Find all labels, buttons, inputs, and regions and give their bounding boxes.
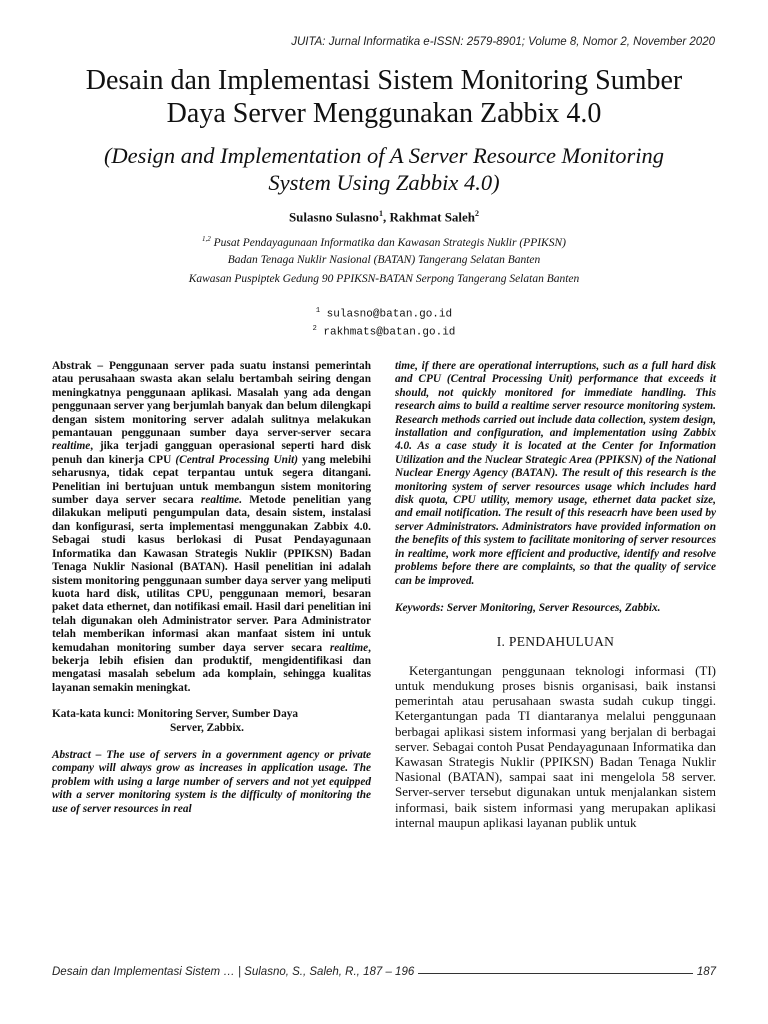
abstract-english-left: Abstract – The use of servers in a government agency or private company will always grow as increases in application usage. The problem with using a large number of servers and not yet equipped with a server monitoring system is the difficulty of monitoring the use of server resources in real [52, 748, 371, 815]
left-column [52, 360, 371, 816]
email-1 [0, 307, 768, 321]
journal-header: JUITA: Jurnal Informatika e-ISSN: 2579-8901; Volume 8, Nomor 2, November 2020 [291, 36, 715, 48]
pendahuluan-paragraph: Ketergantungan penggunaan teknologi informasi (TI) untuk mendukung proses bisnis organisasi, baik instansi pemerintah atau perusahaan swasta sudah cukup tinggi. Ketergantungan pada TI diantaranya melalui penggunaan berbagai aplikasi sistem informasi yang berjalan di berbagai server. Sebagai contoh Pusat Pendayagunaan Informatika dan Kawasan Strategis Nuklir (PPIKSN) Badan Tenaga Nuklir Nasional (BATAN), sampai saat ini mengelola 58 server. Server-server tersebut digunakan untuk menjalankan sistem informasi, baik sistem informasi yang merupakan aplikasi internal maupun aplikasi layanan publik untuk [395, 662, 716, 830]
kata-kunci-line-1: Kata-kata kunci: Monitoring Server, Sumber Daya [52, 708, 299, 721]
footer-citation: Desain dan Implementasi Sistem … | Sulasno, S., Saleh, R., 187 – 196 [52, 966, 415, 978]
keywords: Keywords: Server Monitoring, Server Resources, Zabbix. [395, 601, 661, 614]
email-1-address: sulasno@batan.go.id [320, 308, 453, 321]
affiliation-line-3: Kawasan Puspiptek Gedung 90 PPIKSN-BATAN Serpong Tangerang Selatan Banten [188, 273, 580, 285]
abstrak-text-3: yang melebihi seharusnya, tidak cepat terpantau untuk segera ditangani. Penelitian ini bertujuan untuk membangun sistem monitoring sumber daya server secara [52, 453, 371, 507]
abstrak-italic-4: realtime [329, 641, 369, 654]
kata-kunci-line-2: Server, Zabbix. [170, 721, 244, 734]
affiliation-sup: 1,2 [202, 235, 211, 243]
abstrak-italic-2: (Central Processing Unit) [175, 453, 298, 466]
paper-subtitle [40, 142, 728, 196]
affiliation-text-1: Pusat Pendayagunaan Informatika dan Kawasan Strategis Nuklir (PPIKSN) [210, 236, 566, 249]
abstrak-italic-1: realtime [52, 440, 91, 453]
page-number: 187 [696, 966, 716, 978]
subtitle-line-1: (Design and Implementation of A Server Resource Monitoring [103, 143, 665, 168]
email-2 [0, 325, 768, 339]
subtitle-line-2: System Using Zabbix 4.0) [268, 170, 500, 195]
title-line-1: Desain dan Implementasi Sistem Monitoring Sumber [85, 65, 683, 96]
email-1-sup: 1 [315, 307, 321, 315]
author-list [0, 209, 768, 225]
page-footer [52, 966, 716, 978]
author-1: Sulasno Sulasno [288, 209, 379, 225]
footer-rule [418, 973, 693, 974]
author-2-sup: 2 [475, 209, 480, 218]
affiliation-line-1 [0, 235, 768, 249]
author-2: Rakhmat Saleh [389, 209, 476, 225]
abstract-english-right: time, if there are operational interruptions, such as a full hard disk and CPU (Central Processing Unit) performance that exceeds it should, not quickly monitored for immediate handling. This research aims to build a realtime server resource monitoring system. Research methods carried out include data collection, system design, installation and configuration, and implementation using Zabbix 4.0. As a case study it is located at the Center for Information Utilization and the Nuclear Strategic Area (PPIKSN) of the National Nuclear Energy Agency (BATAN). The result of this research is the monitoring system of server resources usage which includes hard disk quota, CPU utility, memory usage, ethernet data packet size, and email notification. The result of this reseacrh have been used by server Administrators. Administrators have provided information on the benefits of this system to facilitate monitoring of server resources in realtime, work more efficient and productive, identify and resolve problems before there are complaints, so that the quality of service can be improved. [395, 360, 716, 587]
abstrak-text-1: Abstrak – Penggunaan server pada suatu instansi pemerintah atau perusahaan swasta akan selalu bertambah seiring dengan meningkatnya penggunaan aplikasi. Masalah yang ada dengan penggunaan server yang berjumlah banyak dan belum dilengkapi dengan sistem monitoring server adalah sulitnya melakukan pemantauan penggunaan sumber daya server-server secara [52, 360, 371, 440]
abstrak-text-4: Metode penelitian yang dilakukan meliputi pengumpulan data, desain sistem, instalasi dan konfigurasi, serta implementasi menggunakan Zabbix 4.0. Sebagai studi kasus berlokasi di Pusat Pendayagunaan Informatika dan Kawasan Strategis Nuklir (PPIKSN) Badan Tenaga Nuklir Nasional (BATAN). Hasil penelitian ini adalah sistem monitoring penggunaan sumber daya server yang meliputi kuota hard disk, utilitas CPU, penggunaan memori, besaran paket data ethernet, dan notifikasi email. Hasil dari penelitian ini telah digunakan oleh Administrator server. Para Administrator telah memberikan informasi akan manfaat sistem ini untuk kemudahan monitoring sumber daya server secara [52, 494, 371, 654]
email-2-address: rakhmats@batan.go.id [316, 326, 456, 339]
section-heading-pendahuluan: I. PENDAHULUAN [496, 634, 615, 650]
paper-title [40, 64, 728, 130]
abstrak-text-2: , jika terjadi gangguan operasional seperti hard disk penuh dan kinerja CPU [52, 440, 371, 466]
abstrak-paragraph [52, 360, 371, 695]
abstrak-text-5: , bekerja lebih efisien dan produktif, mengidentifikasi dan mengatasi masalah sebelum ada komplain, sehingga kualitas layanan semakin meningkat. [52, 641, 371, 694]
right-column [395, 360, 716, 830]
abstrak-italic-3: realtime. [200, 494, 243, 507]
title-line-2: Daya Server Menggunakan Zabbix 4.0 [166, 98, 602, 129]
kata-kunci [52, 708, 371, 735]
author-separator: , [382, 209, 390, 225]
email-2-sup: 2 [312, 325, 317, 333]
author-1-sup: 1 [378, 209, 383, 218]
affiliation-line-2: Badan Tenaga Nuklir Nasional (BATAN) Tangerang Selatan Banten [227, 254, 541, 266]
